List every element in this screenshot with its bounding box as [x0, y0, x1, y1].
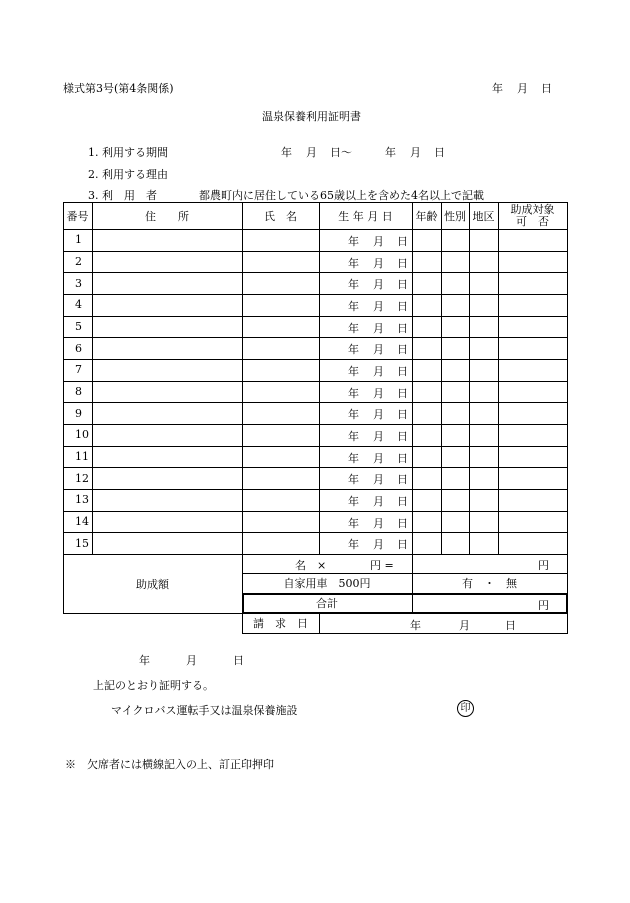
subsidy-yen-eq: 円 =	[370, 559, 394, 572]
birthdate-d: 日	[397, 408, 408, 422]
grid-line	[63, 467, 568, 468]
header-sex: 性別	[444, 210, 466, 223]
row-number: 3	[75, 276, 82, 290]
grid-line	[567, 202, 568, 554]
header-age: 年齢	[415, 210, 438, 223]
grid-line	[63, 613, 242, 614]
grid-line	[63, 554, 64, 613]
car-label: 自家用車 500円	[283, 577, 371, 590]
grid-line	[242, 573, 568, 574]
birthdate-m: 月	[373, 343, 384, 357]
grid-line	[63, 294, 568, 295]
period-year-2: 年	[385, 146, 396, 159]
reason-label: 2. 利用する理由	[88, 168, 168, 181]
row-number: 12	[75, 471, 89, 485]
period-month-1: 月	[306, 146, 317, 159]
birthdate-m: 月	[373, 386, 384, 400]
grid-line	[63, 272, 568, 273]
users-label: 3. 利 用 者	[88, 189, 157, 202]
grid-line	[63, 554, 568, 555]
birthdate-y: 年	[348, 430, 359, 444]
birthdate-d: 日	[397, 321, 408, 335]
header-eligible-1: 助成対象	[510, 203, 555, 216]
grid-line	[63, 532, 568, 533]
claim-day: 日	[505, 619, 516, 632]
period-day-1: 日〜	[330, 146, 352, 159]
footer-day: 日	[233, 654, 244, 667]
birthdate-d: 日	[397, 256, 408, 270]
total-label: 合計	[316, 597, 338, 610]
birthdate-d: 日	[397, 386, 408, 400]
birthdate-y: 年	[348, 235, 359, 248]
birthdate-m: 月	[373, 256, 384, 270]
claim-month: 月	[459, 619, 470, 632]
subsidy-persons: 名 ×	[295, 559, 327, 572]
row-number: 8	[75, 385, 82, 399]
claim-date-label: 請 求 日	[253, 617, 308, 630]
birthdate-m: 月	[373, 408, 384, 422]
birthdate-d: 日	[397, 430, 408, 444]
grid-line	[92, 202, 93, 554]
grid-line	[63, 489, 568, 490]
grid-line	[566, 593, 568, 614]
grid-line	[63, 229, 568, 230]
grid-line	[63, 402, 568, 403]
issuer-text: マイクロバス運転手又は温泉保養施設	[111, 704, 298, 717]
birthdate-y: 年	[348, 516, 359, 530]
row-number: 9	[75, 406, 82, 420]
header-name: 氏 名	[264, 210, 297, 223]
claim-year: 年	[410, 619, 421, 632]
birthdate-y: 年	[348, 495, 359, 509]
grid-line	[63, 424, 568, 425]
birthdate-m: 月	[373, 365, 384, 379]
birthdate-m: 月	[373, 300, 384, 313]
birthdate-m: 月	[373, 430, 384, 444]
row-number: 10	[75, 428, 89, 442]
period-month-2: 月	[410, 146, 421, 159]
row-number: 6	[75, 341, 82, 355]
row-number: 13	[75, 493, 89, 507]
header-month: 月	[517, 82, 528, 95]
birthdate-d: 日	[397, 300, 408, 313]
birthdate-m: 月	[373, 473, 384, 487]
grid-line	[63, 446, 568, 447]
grid-line	[319, 202, 320, 554]
period-label: 1. 利用する期間	[88, 146, 168, 159]
header-eligible-2: 可 否	[516, 215, 549, 228]
grid-line	[441, 202, 442, 554]
grid-line	[469, 202, 470, 554]
birthdate-y: 年	[348, 451, 359, 465]
birthdate-m: 月	[373, 516, 384, 530]
grid-line	[63, 202, 64, 554]
header-year: 年	[492, 82, 503, 95]
grid-line	[242, 202, 243, 554]
birthdate-y: 年	[348, 473, 359, 487]
grid-line	[412, 554, 413, 613]
birthdate-y: 年	[348, 256, 359, 270]
grid-line	[242, 593, 244, 614]
birthdate-d: 日	[397, 538, 408, 552]
form-number: 様式第3号(第4条関係)	[63, 82, 174, 95]
grid-line	[242, 593, 568, 595]
birthdate-y: 年	[348, 408, 359, 422]
birthdate-m: 月	[373, 278, 384, 292]
header-address: 住 所	[145, 210, 189, 223]
total-yen: 円	[538, 599, 549, 612]
birthdate-d: 日	[397, 495, 408, 509]
grid-line	[242, 633, 568, 634]
birthdate-m: 月	[373, 451, 384, 465]
row-number: 1	[75, 233, 82, 247]
period-year-1: 年	[281, 146, 292, 159]
grid-line	[498, 202, 499, 554]
subsidy-label: 助成額	[136, 577, 169, 591]
birthdate-y: 年	[348, 538, 359, 552]
birthdate-y: 年	[348, 343, 359, 357]
grid-line	[63, 337, 568, 338]
birthdate-d: 日	[397, 451, 408, 465]
subsidy-yen-1: 円	[538, 559, 549, 572]
birthdate-y: 年	[348, 386, 359, 400]
row-number: 11	[75, 450, 89, 464]
certify-text: 上記のとおり証明する。	[93, 679, 214, 692]
row-number: 4	[75, 298, 82, 312]
birthdate-m: 月	[373, 495, 384, 509]
footer-year: 年	[139, 654, 150, 667]
row-number: 15	[75, 536, 89, 550]
row-number: 14	[75, 515, 89, 529]
grid-line	[63, 511, 568, 512]
header-day: 日	[541, 82, 552, 95]
row-number: 5	[75, 320, 82, 333]
birthdate-d: 日	[397, 235, 408, 248]
grid-line	[63, 202, 568, 203]
birthdate-m: 月	[373, 235, 384, 248]
header-number: 番号	[66, 210, 89, 223]
period-day-2: 日	[434, 146, 445, 159]
row-number: 7	[75, 363, 82, 377]
users-note: 都農町内に居住している65歳以上を含めた4名以上で記載	[199, 189, 484, 202]
birthdate-y: 年	[348, 321, 359, 335]
birthdate-y: 年	[348, 278, 359, 292]
car-option: 有 ・ 無	[462, 577, 517, 590]
grid-line	[63, 381, 568, 382]
birthdate-y: 年	[348, 300, 359, 313]
grid-line	[412, 202, 413, 554]
grid-line	[63, 251, 568, 252]
header-birthdate: 生 年 月 日	[338, 210, 393, 223]
grid-line	[242, 612, 568, 614]
birthdate-y: 年	[348, 365, 359, 379]
footer-month: 月	[186, 654, 197, 667]
birthdate-d: 日	[397, 365, 408, 379]
seal-mark: 印	[457, 700, 474, 717]
birthdate-d: 日	[397, 473, 408, 487]
grid-line	[63, 316, 568, 317]
row-number: 2	[75, 254, 82, 268]
footer-note: ※ 欠席者には横線記入の上、訂正印押印	[65, 758, 274, 771]
birthdate-m: 月	[373, 538, 384, 552]
birthdate-m: 月	[373, 321, 384, 335]
header-area: 地区	[472, 210, 495, 223]
grid-line	[319, 613, 320, 633]
document-title: 温泉保養利用証明書	[262, 110, 361, 123]
birthdate-d: 日	[397, 278, 408, 292]
birthdate-d: 日	[397, 516, 408, 530]
birthdate-d: 日	[397, 343, 408, 357]
grid-line	[63, 359, 568, 360]
